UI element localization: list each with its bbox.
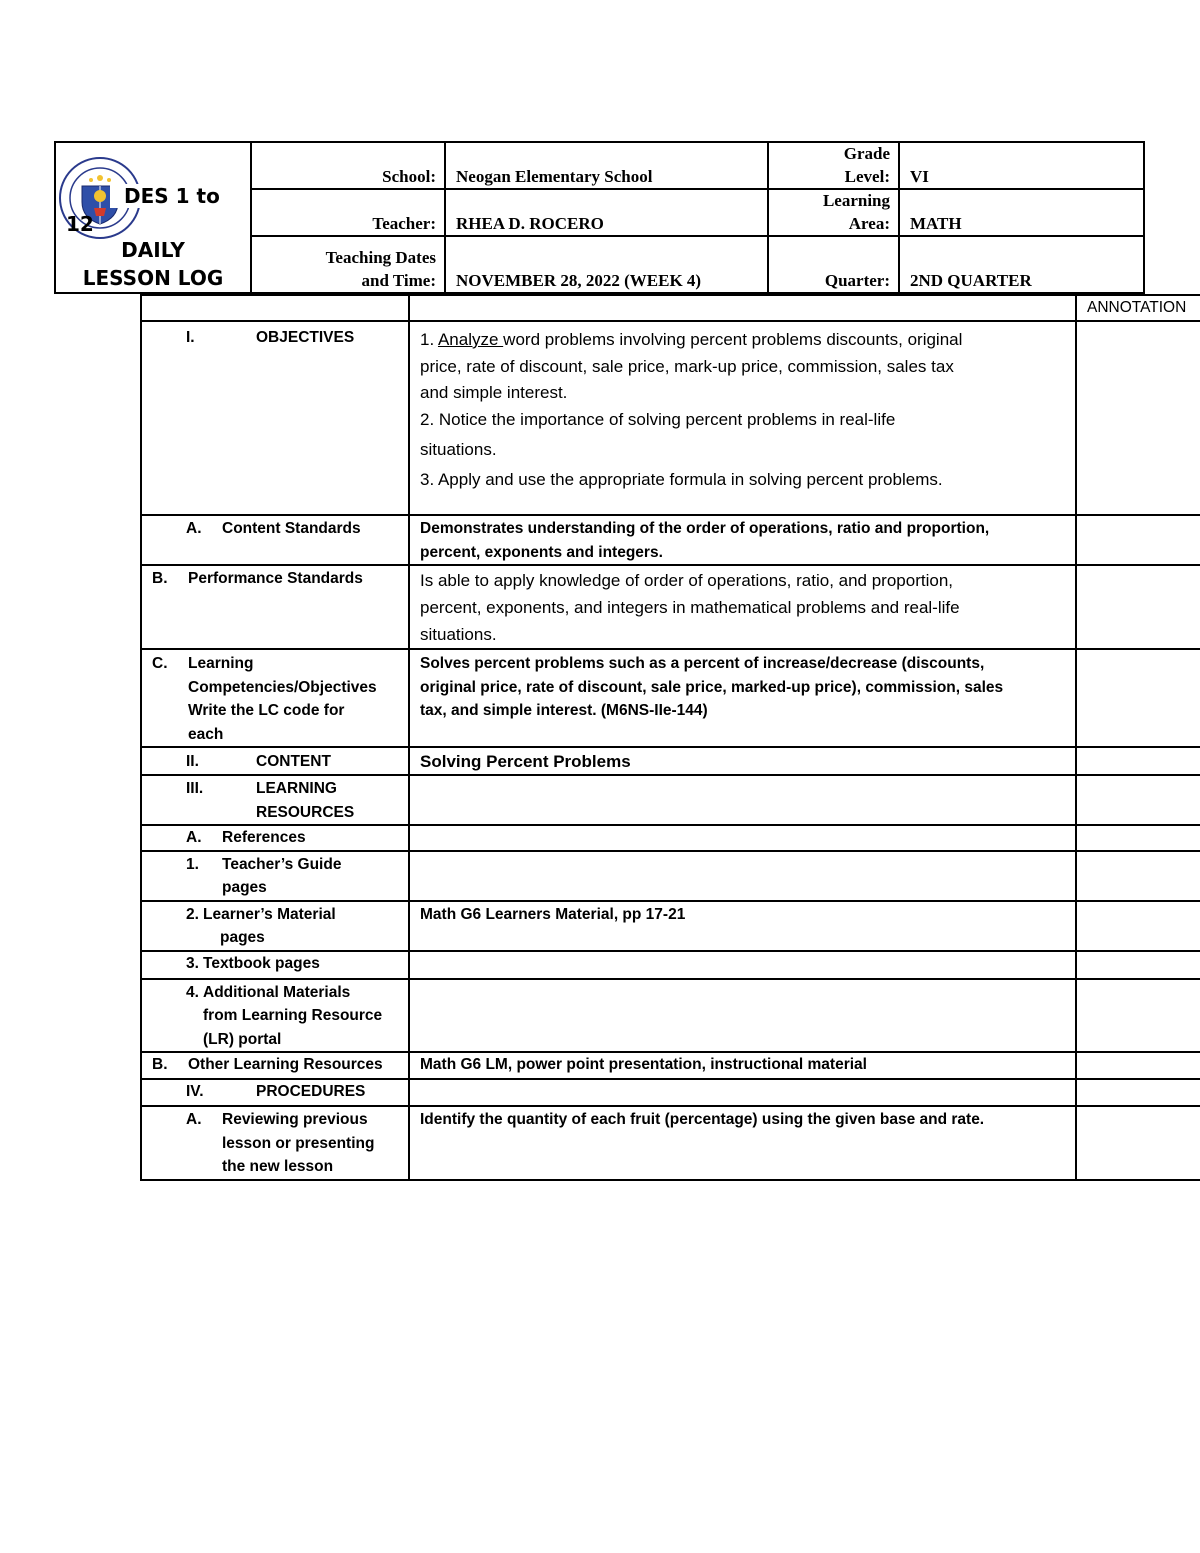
header-blank-mid	[409, 295, 1076, 321]
reviewing-num: A.	[186, 1111, 202, 1128]
objective-1-line1: word problems involving percent problems discounts, original	[503, 330, 963, 349]
content-value-cell	[409, 747, 1076, 775]
lesson-log-title: LESSON LOG	[82, 266, 224, 290]
references-value-cell	[409, 825, 1076, 851]
additional-materials-value-cell	[409, 979, 1076, 1053]
table-row-reviewing	[141, 1106, 1200, 1180]
grade-value: VI	[910, 167, 929, 186]
competencies-line2: original price, rate of discount, sale price, marked-up price), commission, sales	[420, 678, 1004, 696]
school-value: Neogan Elementary School	[456, 167, 653, 186]
reviewing-label-line1: Reviewing previous	[222, 1111, 368, 1128]
dates-label-line1: Teaching Dates	[325, 248, 436, 267]
learners-material-label-line1: Learner’s Material	[203, 905, 336, 923]
objective-1-prefix: 1.	[420, 330, 438, 349]
school-label-cell	[250, 141, 446, 190]
additional-materials-num: 4.	[186, 983, 199, 1001]
references-annotation	[1076, 825, 1200, 851]
procedures-label-cell	[141, 1079, 409, 1106]
textbook-num: 3.	[186, 954, 199, 972]
table-row-content-standards	[141, 515, 1200, 565]
performance-standards-annotation	[1076, 565, 1200, 649]
annotation-header	[1076, 295, 1200, 321]
table-row-objectives	[141, 321, 1200, 515]
school-label: School:	[382, 167, 436, 186]
learners-material-value-cell	[409, 901, 1076, 951]
teacher-value-cell	[444, 188, 769, 237]
reviewing-annotation	[1076, 1106, 1200, 1180]
objectives-label-cell	[141, 321, 409, 515]
area-label-line1: Learning	[822, 191, 890, 210]
annotation-header-text: ANNOTATION	[1087, 299, 1187, 317]
table-row-textbook	[141, 951, 1200, 979]
performance-standards-line3: situations.	[420, 625, 497, 644]
table-row-other-resources	[141, 1052, 1200, 1079]
learning-resources-label-cell	[141, 775, 409, 825]
grades-title-line2: 12	[66, 212, 94, 236]
content-label: CONTENT	[256, 753, 331, 770]
teacher-label-cell	[250, 188, 446, 237]
content-standards-num: A.	[186, 520, 202, 537]
competencies-label-line2: Competencies/Objectives	[188, 678, 377, 696]
objective-2-line1: 2. Notice the importance of solving percent problems in real-life	[420, 410, 896, 429]
objectives-annotation	[1076, 321, 1200, 515]
additional-materials-label-line2: from Learning Resource	[203, 1007, 383, 1024]
teachers-guide-value-cell	[409, 851, 1076, 901]
competencies-label-cell	[141, 649, 409, 747]
grade-value-cell	[898, 141, 1145, 190]
table-row-learning-resources	[141, 775, 1200, 825]
procedures-value-cell	[409, 1079, 1076, 1106]
dates-label-line2: and Time:	[361, 271, 436, 290]
other-resources-annotation	[1076, 1052, 1200, 1079]
grades-title	[110, 184, 250, 210]
other-resources-label-cell	[141, 1052, 409, 1079]
learning-resources-label-line2: RESOURCES	[256, 803, 355, 821]
objective-3: 3. Apply and use the appropriate formula in solving percent problems.	[420, 470, 943, 489]
lesson-log-table	[140, 294, 1200, 1181]
performance-standards-line1: Is able to apply knowledge of order of operations, ratio, and proportion,	[420, 571, 954, 590]
dates-label-cell	[250, 235, 446, 294]
grades-title-text: DES 1 to	[110, 184, 220, 208]
grade-label-line1: Grade	[843, 144, 890, 163]
competencies-value-cell	[409, 649, 1076, 747]
learning-resources-num: III.	[186, 780, 204, 797]
procedures-label: PROCEDURES	[256, 1083, 366, 1100]
performance-standards-num: B.	[152, 570, 168, 587]
area-label-line2: Area:	[848, 214, 890, 233]
competencies-line1: Solves percent problems such as a percent of increase/decrease (discounts,	[420, 655, 985, 672]
table-row-procedures	[141, 1079, 1200, 1106]
competencies-label-line4: each	[188, 725, 224, 743]
references-label-cell	[141, 825, 409, 851]
competencies-label-line1: Learning	[188, 655, 254, 672]
table-row-content	[141, 747, 1200, 775]
quarter-label-cell	[767, 235, 900, 294]
other-resources-value-cell	[409, 1052, 1076, 1079]
learning-resources-annotation	[1076, 775, 1200, 825]
additional-materials-label-cell	[141, 979, 409, 1053]
reviewing-label-line3: the new lesson	[222, 1158, 334, 1175]
teacher-value: RHEA D. ROCERO	[456, 214, 604, 233]
header-blank-left	[141, 295, 409, 321]
quarter-value-cell	[898, 235, 1145, 294]
performance-standards-label-cell	[141, 565, 409, 649]
area-label-cell	[767, 188, 900, 237]
textbook-annotation	[1076, 951, 1200, 979]
competencies-num: C.	[152, 655, 168, 672]
textbook-label: Textbook pages	[203, 954, 320, 972]
content-standards-annotation	[1076, 515, 1200, 565]
teachers-guide-label-line2: pages	[222, 879, 267, 896]
teachers-guide-label-cell	[141, 851, 409, 901]
dates-value-cell	[444, 235, 769, 294]
procedures-num: IV.	[186, 1083, 204, 1100]
table-row-learners-material	[141, 901, 1200, 951]
objectives-value-cell	[409, 321, 1076, 515]
daily-title: DAILY	[121, 238, 185, 262]
table-row-references	[141, 825, 1200, 851]
learners-material-label-cell	[141, 901, 409, 951]
competencies-line3: tax, and simple interest. (M6NS-IIe-144)	[420, 702, 708, 719]
area-value: MATH	[910, 214, 962, 233]
reviewing-label-line2: lesson or presenting	[222, 1134, 375, 1152]
objective-1-line2: price, rate of discount, sale price, mark-up price, commission, sales tax	[420, 357, 954, 376]
objective-1-underlined: Analyze	[437, 330, 504, 349]
other-resources-label: Other Learning Resources	[188, 1056, 383, 1073]
learning-resources-value-cell	[409, 775, 1076, 825]
content-value: Solving Percent Problems	[420, 752, 631, 771]
quarter-label: Quarter:	[824, 271, 890, 290]
teachers-guide-label-line1: Teacher’s Guide	[222, 855, 342, 873]
objectives-num: I.	[186, 329, 195, 346]
learners-material-label-line2: pages	[220, 929, 265, 946]
content-standards-value-cell	[409, 515, 1076, 565]
grade-label-cell	[767, 141, 900, 190]
teachers-guide-annotation	[1076, 851, 1200, 901]
teachers-guide-num: 1.	[186, 855, 199, 873]
content-num: II.	[186, 753, 199, 770]
objective-1-line3: and simple interest.	[420, 383, 568, 402]
competencies-annotation	[1076, 649, 1200, 747]
content-standards-line2: percent, exponents and integers.	[420, 543, 663, 561]
objective-2-line2: situations.	[420, 440, 497, 459]
table-header-row	[141, 295, 1200, 321]
content-annotation	[1076, 747, 1200, 775]
learning-resources-label-line1: LEARNING	[256, 780, 337, 797]
reviewing-label-cell	[141, 1106, 409, 1180]
textbook-value-cell	[409, 951, 1076, 979]
performance-standards-line2: percent, exponents, and integers in mathematical problems and real-life	[420, 598, 960, 617]
table-row-teachers-guide	[141, 851, 1200, 901]
learners-material-num: 2.	[186, 905, 199, 923]
learners-material-annotation	[1076, 901, 1200, 951]
content-standards-line1: Demonstrates understanding of the order of operations, ratio and proportion,	[420, 520, 990, 537]
references-label: References	[222, 829, 306, 846]
performance-standards-value-cell	[409, 565, 1076, 649]
table-row-performance-standards	[141, 565, 1200, 649]
teacher-label: Teacher:	[372, 214, 436, 233]
reviewing-value: Identify the quantity of each fruit (percentage) using the given base and rate.	[420, 1111, 985, 1128]
objectives-label: OBJECTIVES	[256, 329, 355, 346]
competencies-label-line3: Write the LC code for	[188, 702, 345, 719]
area-value-cell	[898, 188, 1145, 237]
procedures-annotation	[1076, 1079, 1200, 1106]
textbook-label-cell	[141, 951, 409, 979]
learners-material-value: Math G6 Learners Material, pp 17-21	[420, 905, 686, 923]
content-standards-label: Content Standards	[222, 520, 361, 537]
references-num: A.	[186, 829, 202, 846]
additional-materials-label-line3: (LR) portal	[203, 1030, 282, 1048]
table-row-competencies	[141, 649, 1200, 747]
other-resources-num: B.	[152, 1056, 168, 1073]
content-label-cell	[141, 747, 409, 775]
reviewing-value-cell	[409, 1106, 1076, 1180]
quarter-value: 2ND QUARTER	[910, 271, 1032, 290]
table-row-additional-materials	[141, 979, 1200, 1053]
school-value-cell	[444, 141, 769, 190]
grade-label-line2: Level:	[844, 167, 890, 186]
additional-materials-label-line1: Additional Materials	[203, 983, 351, 1001]
performance-standards-label: Performance Standards	[188, 570, 363, 587]
dates-value: NOVEMBER 28, 2022 (WEEK 4)	[456, 271, 702, 290]
content-standards-label-cell	[141, 515, 409, 565]
additional-materials-annotation	[1076, 979, 1200, 1053]
other-resources-value: Math G6 LM, power point presentation, instructional material	[420, 1056, 867, 1073]
